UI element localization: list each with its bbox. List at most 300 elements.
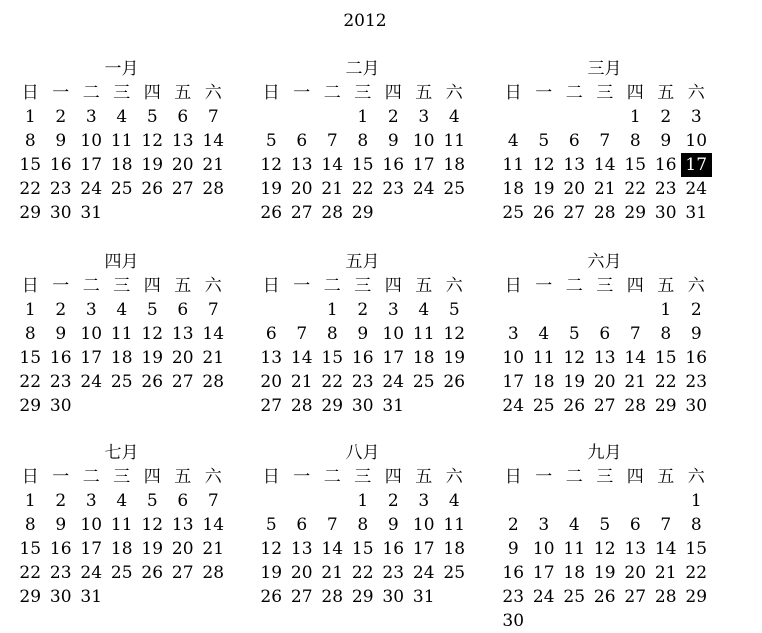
day-cell[interactable]: 11 — [443, 515, 466, 535]
day-cell[interactable]: 19 — [443, 348, 466, 368]
day-cell[interactable]: 18 — [443, 155, 466, 175]
day-cell[interactable]: 26 — [563, 396, 586, 416]
day-cell[interactable]: 1 — [24, 107, 36, 127]
day-cell[interactable]: 30 — [502, 611, 525, 631]
day-cell[interactable]: 24 — [80, 179, 103, 199]
day-cell[interactable]: 24 — [685, 179, 708, 199]
day-cell[interactable]: 29 — [351, 203, 374, 223]
day-cell[interactable]: 8 — [24, 131, 36, 151]
day-cell[interactable]: 3 — [85, 491, 97, 511]
day-cell[interactable]: 1 — [357, 107, 369, 127]
day-cell[interactable]: 3 — [690, 107, 702, 127]
day-cell[interactable]: 12 — [260, 155, 283, 175]
day-cell[interactable]: 1 — [326, 300, 338, 320]
day-cell[interactable]: 5 — [146, 300, 158, 320]
day-cell[interactable]: 24 — [80, 372, 103, 392]
day-cell[interactable]: 24 — [412, 563, 435, 583]
day-cell[interactable]: 28 — [321, 203, 344, 223]
day-cell[interactable]: 25 — [412, 372, 435, 392]
day-cell[interactable]: 12 — [260, 539, 283, 559]
day-cell[interactable]: 3 — [85, 300, 97, 320]
day-cell[interactable]: 15 — [321, 348, 344, 368]
day-cell[interactable]: 1 — [629, 107, 641, 127]
day-cell[interactable]: 22 — [19, 563, 42, 583]
day-cell[interactable]: 2 — [55, 491, 67, 511]
day-cell[interactable]: 6 — [296, 515, 308, 535]
day-cell[interactable]: 12 — [593, 539, 616, 559]
day-cell[interactable]: 17 — [412, 155, 435, 175]
day-cell[interactable]: 30 — [49, 587, 72, 607]
day-cell[interactable]: 16 — [351, 348, 374, 368]
day-cell[interactable]: 13 — [260, 348, 283, 368]
day-cell[interactable]: 2 — [690, 300, 702, 320]
day-cell[interactable]: 2 — [55, 107, 67, 127]
day-cell[interactable]: 19 — [141, 539, 164, 559]
day-cell[interactable]: 5 — [146, 107, 158, 127]
weekday-header: 一 — [293, 83, 311, 103]
day-cell[interactable]: 19 — [532, 179, 555, 199]
day-cell[interactable]: 23 — [351, 372, 374, 392]
day-cell[interactable]: 16 — [49, 539, 72, 559]
day-cell[interactable]: 12 — [141, 324, 164, 344]
weekday-header: 六 — [445, 467, 463, 487]
day-cell[interactable]: 23 — [502, 587, 525, 607]
day-cell[interactable]: 10 — [412, 131, 435, 151]
weekday-header: 一 — [293, 467, 311, 487]
day-cell[interactable]: 12 — [141, 131, 164, 151]
day-cell[interactable]: 7 — [326, 515, 338, 535]
day-cell[interactable]: 30 — [49, 396, 72, 416]
day-cell[interactable]: 11 — [412, 324, 435, 344]
day-cell[interactable]: 24 — [382, 372, 405, 392]
day-cell[interactable]: 2 — [55, 300, 67, 320]
day-cell[interactable]: 15 — [624, 155, 647, 175]
day-cell[interactable]: 21 — [654, 563, 677, 583]
day-cell[interactable]: 21 — [202, 348, 225, 368]
day-cell[interactable]: 12 — [141, 515, 164, 535]
day-cell[interactable]: 10 — [382, 324, 405, 344]
day-cell[interactable]: 4 — [116, 491, 128, 511]
day-cell[interactable]: 13 — [171, 515, 194, 535]
day-cell[interactable]: 10 — [685, 131, 708, 151]
day-cell[interactable]: 21 — [202, 539, 225, 559]
day-cell[interactable]: 28 — [290, 396, 313, 416]
day-cell[interactable]: 22 — [19, 372, 42, 392]
day-cell[interactable]: 20 — [563, 179, 586, 199]
day-cell[interactable]: 15 — [19, 539, 42, 559]
day-cell[interactable]: 11 — [443, 131, 466, 151]
day-cell[interactable]: 17 — [382, 348, 405, 368]
day-cell[interactable]: 11 — [110, 131, 133, 151]
day-cell[interactable]: 6 — [177, 300, 189, 320]
day-cell[interactable]: 19 — [260, 179, 283, 199]
day-cell[interactable]: 24 — [412, 179, 435, 199]
day-cell[interactable]: 11 — [110, 515, 133, 535]
day-cell[interactable]: 21 — [321, 563, 344, 583]
day-cell[interactable]: 20 — [171, 539, 194, 559]
day-cell[interactable]: 25 — [110, 563, 133, 583]
day-cell[interactable]: 9 — [660, 131, 672, 151]
day-cell[interactable]: 10 — [412, 515, 435, 535]
day-cell[interactable]: 8 — [660, 324, 672, 344]
day-cell[interactable]: 12 — [443, 324, 466, 344]
day-cell[interactable]: 19 — [141, 155, 164, 175]
day-cell[interactable]: 1 — [24, 491, 36, 511]
day-cell[interactable]: 11 — [563, 539, 586, 559]
day-cell[interactable]: 26 — [141, 179, 164, 199]
day-cell[interactable]: 7 — [207, 107, 219, 127]
day-cell[interactable]: 14 — [202, 131, 225, 151]
day-cell[interactable]: 26 — [141, 563, 164, 583]
day-cell[interactable]: 31 — [80, 587, 103, 607]
day-cell[interactable]: 16 — [685, 348, 708, 368]
day-cell[interactable]: 27 — [624, 587, 647, 607]
day-cell[interactable]: 29 — [19, 203, 42, 223]
day-cell[interactable]: 22 — [685, 563, 708, 583]
day-cell[interactable]: 4 — [448, 491, 460, 511]
day-cell[interactable]: 27 — [171, 563, 194, 583]
day-cell[interactable]: 15 — [351, 539, 374, 559]
day-cell[interactable]: 5 — [538, 131, 550, 151]
day-cell[interactable]: 26 — [260, 587, 283, 607]
weekday-header: 四 — [384, 83, 402, 103]
weekday-header: 五 — [415, 467, 433, 487]
day-cell[interactable]: 13 — [171, 131, 194, 151]
day-cell[interactable]: 17 — [412, 539, 435, 559]
day-cell[interactable]: 14 — [290, 348, 313, 368]
day-cell[interactable]: 28 — [202, 372, 225, 392]
day-cell[interactable]: 19 — [593, 563, 616, 583]
day-cell[interactable]: 21 — [593, 179, 616, 199]
day-cell[interactable]: 27 — [290, 587, 313, 607]
day-cell[interactable]: 7 — [296, 324, 308, 344]
day-cell[interactable]: 31 — [685, 203, 708, 223]
day-cell[interactable]: 21 — [624, 372, 647, 392]
day-cell[interactable]: 10 — [80, 131, 103, 151]
day-cell[interactable]: 14 — [321, 155, 344, 175]
weekday-header: 三 — [596, 83, 614, 103]
month-title: 七月 — [104, 443, 139, 463]
day-cell[interactable]: 6 — [177, 491, 189, 511]
day-cell[interactable]: 7 — [599, 131, 611, 151]
day-cell[interactable]: 25 — [443, 563, 466, 583]
day-cell[interactable]: 13 — [624, 539, 647, 559]
day-cell[interactable]: 4 — [116, 300, 128, 320]
day-cell[interactable]: 22 — [321, 372, 344, 392]
day-cell[interactable]: 28 — [202, 563, 225, 583]
day-cell[interactable]: 23 — [49, 372, 72, 392]
day-cell[interactable]: 29 — [19, 587, 42, 607]
day-cell[interactable]: 2 — [507, 515, 519, 535]
day-cell[interactable]: 6 — [177, 107, 189, 127]
day-cell[interactable]: 29 — [19, 396, 42, 416]
day-cell[interactable]: 10 — [532, 539, 555, 559]
day-cell[interactable]: 17 — [80, 348, 103, 368]
day-cell[interactable]: 21 — [202, 155, 225, 175]
day-cell[interactable]: 25 — [110, 179, 133, 199]
day-cell[interactable]: 28 — [624, 396, 647, 416]
day-cell[interactable]: 29 — [654, 396, 677, 416]
day-cell[interactable]: 5 — [568, 324, 580, 344]
day-cell[interactable]: 4 — [448, 107, 460, 127]
day-cell[interactable]: 2 — [357, 300, 369, 320]
day-cell[interactable]: 25 — [563, 587, 586, 607]
day-cell[interactable]: 25 — [110, 372, 133, 392]
day-cell[interactable]: 10 — [80, 515, 103, 535]
day-cell[interactable]: 3 — [507, 324, 519, 344]
weekday-header: 日 — [21, 276, 39, 296]
day-cell[interactable]: 26 — [260, 203, 283, 223]
day-cell[interactable]: 5 — [146, 491, 158, 511]
day-cell[interactable]: 11 — [110, 324, 133, 344]
day-cell[interactable]: 13 — [290, 155, 313, 175]
day-cell[interactable]: 27 — [563, 203, 586, 223]
day-cell[interactable]: 27 — [171, 372, 194, 392]
day-cell[interactable]: 7 — [207, 300, 219, 320]
day-cell[interactable]: 9 — [690, 324, 702, 344]
day-cell[interactable]: 21 — [290, 372, 313, 392]
day-cell[interactable]: 6 — [599, 324, 611, 344]
day-cell[interactable]: 24 — [502, 396, 525, 416]
day-cell[interactable]: 8 — [357, 131, 369, 151]
day-cell[interactable]: 12 — [532, 155, 555, 175]
day-cell[interactable]: 21 — [321, 179, 344, 199]
day-cell[interactable]: 28 — [202, 179, 225, 199]
day-cell[interactable]: 18 — [110, 539, 133, 559]
day-cell[interactable]: 27 — [171, 179, 194, 199]
day-cell[interactable]: 7 — [660, 515, 672, 535]
day-cell[interactable]: 31 — [382, 396, 405, 416]
day-cell[interactable]: 23 — [654, 179, 677, 199]
day-cell[interactable]: 25 — [532, 396, 555, 416]
day-cell[interactable]: 24 — [80, 563, 103, 583]
day-cell[interactable]: 6 — [296, 131, 308, 151]
day-cell[interactable]: 13 — [593, 348, 616, 368]
day-cell[interactable]: 1 — [357, 491, 369, 511]
month-9 — [498, 441, 711, 633]
day-cell[interactable]: 18 — [110, 155, 133, 175]
day-cell[interactable]: 20 — [290, 563, 313, 583]
day-cell[interactable]: 7 — [326, 131, 338, 151]
weekday-header: 二 — [323, 83, 341, 103]
day-cell[interactable]: 8 — [690, 515, 702, 535]
day-cell[interactable]: 20 — [290, 179, 313, 199]
day-cell[interactable]: 22 — [654, 372, 677, 392]
day-cell[interactable]: 27 — [290, 203, 313, 223]
day-cell[interactable]: 25 — [502, 203, 525, 223]
day-cell[interactable]: 18 — [412, 348, 435, 368]
day-cell[interactable]: 22 — [351, 563, 374, 583]
day-cell[interactable]: 8 — [357, 515, 369, 535]
day-cell[interactable]: 9 — [387, 131, 399, 151]
day-cell[interactable]: 10 — [502, 348, 525, 368]
weekday-header: 日 — [262, 83, 280, 103]
day-cell[interactable]: 19 — [260, 563, 283, 583]
weekday-header: 六 — [445, 83, 463, 103]
day-cell[interactable]: 1 — [24, 300, 36, 320]
day-cell[interactable]: 1 — [660, 300, 672, 320]
day-cell[interactable]: 20 — [171, 155, 194, 175]
day-cell[interactable]: 28 — [321, 587, 344, 607]
day-cell[interactable]: 6 — [265, 324, 277, 344]
day-cell[interactable]: 23 — [49, 179, 72, 199]
day-cell[interactable]: 15 — [685, 539, 708, 559]
weekday-header: 三 — [354, 83, 372, 103]
day-cell[interactable]: 6 — [568, 131, 580, 151]
day-cell[interactable]: 17 — [502, 372, 525, 392]
weekday-header: 日 — [504, 276, 522, 296]
day-cell[interactable]: 4 — [568, 515, 580, 535]
today-day-cell[interactable]: 17 — [681, 153, 712, 177]
weekday-header: 三 — [113, 276, 131, 296]
day-cell[interactable]: 19 — [141, 348, 164, 368]
day-cell[interactable]: 30 — [49, 203, 72, 223]
day-cell[interactable]: 16 — [382, 155, 405, 175]
day-cell[interactable]: 13 — [171, 324, 194, 344]
day-cell[interactable]: 13 — [290, 539, 313, 559]
day-cell[interactable]: 18 — [502, 179, 525, 199]
day-cell[interactable]: 8 — [326, 324, 338, 344]
day-cell[interactable]: 26 — [443, 372, 466, 392]
day-cell[interactable]: 16 — [382, 539, 405, 559]
weekday-header: 五 — [415, 276, 433, 296]
day-cell[interactable]: 14 — [593, 155, 616, 175]
day-cell[interactable]: 2 — [387, 491, 399, 511]
day-cell[interactable]: 14 — [321, 539, 344, 559]
day-cell[interactable]: 8 — [24, 324, 36, 344]
day-cell[interactable]: 15 — [351, 155, 374, 175]
day-cell[interactable]: 31 — [412, 587, 435, 607]
day-cell[interactable]: 14 — [624, 348, 647, 368]
day-cell[interactable]: 13 — [563, 155, 586, 175]
day-cell[interactable]: 4 — [418, 300, 430, 320]
day-cell[interactable]: 14 — [202, 515, 225, 535]
day-cell[interactable]: 20 — [624, 563, 647, 583]
day-cell[interactable]: 12 — [563, 348, 586, 368]
day-cell[interactable]: 26 — [532, 203, 555, 223]
day-cell[interactable]: 4 — [116, 107, 128, 127]
day-cell[interactable]: 18 — [563, 563, 586, 583]
day-cell[interactable]: 3 — [538, 515, 550, 535]
day-cell[interactable]: 5 — [448, 300, 460, 320]
day-cell[interactable]: 7 — [207, 491, 219, 511]
day-cell[interactable]: 28 — [593, 203, 616, 223]
day-cell[interactable]: 4 — [538, 324, 550, 344]
day-cell[interactable]: 18 — [110, 348, 133, 368]
day-cell[interactable]: 8 — [24, 515, 36, 535]
weekday-header: 二 — [565, 467, 583, 487]
day-cell[interactable]: 9 — [55, 324, 67, 344]
day-cell[interactable]: 9 — [357, 324, 369, 344]
weekday-header: 一 — [293, 276, 311, 296]
day-cell[interactable]: 26 — [141, 372, 164, 392]
day-cell[interactable]: 14 — [654, 539, 677, 559]
day-cell[interactable]: 4 — [507, 131, 519, 151]
day-cell[interactable]: 2 — [387, 107, 399, 127]
day-cell[interactable]: 8 — [629, 131, 641, 151]
day-cell[interactable]: 30 — [351, 396, 374, 416]
day-cell[interactable]: 1 — [690, 491, 702, 511]
weekday-header: 二 — [82, 83, 100, 103]
day-cell[interactable]: 2 — [660, 107, 672, 127]
weekday-header: 六 — [687, 83, 705, 103]
day-cell[interactable]: 16 — [502, 563, 525, 583]
day-cell[interactable]: 29 — [685, 587, 708, 607]
day-cell[interactable]: 17 — [80, 155, 103, 175]
day-cell[interactable]: 23 — [382, 179, 405, 199]
day-cell[interactable]: 17 — [80, 539, 103, 559]
day-cell[interactable]: 10 — [80, 324, 103, 344]
day-cell[interactable]: 5 — [599, 515, 611, 535]
day-cell[interactable]: 11 — [532, 348, 555, 368]
day-cell[interactable]: 28 — [654, 587, 677, 607]
day-cell[interactable]: 15 — [654, 348, 677, 368]
day-cell[interactable]: 11 — [502, 155, 525, 175]
day-cell[interactable]: 18 — [532, 372, 555, 392]
day-cell[interactable]: 25 — [443, 179, 466, 199]
day-cell[interactable]: 22 — [19, 179, 42, 199]
day-cell[interactable]: 3 — [418, 491, 430, 511]
weekday-header: 四 — [626, 83, 644, 103]
day-cell[interactable]: 16 — [654, 155, 677, 175]
day-cell[interactable]: 9 — [55, 515, 67, 535]
day-cell[interactable]: 7 — [629, 324, 641, 344]
day-cell[interactable]: 15 — [19, 348, 42, 368]
day-cell[interactable]: 9 — [387, 515, 399, 535]
day-cell[interactable]: 20 — [171, 348, 194, 368]
day-cell[interactable]: 16 — [49, 155, 72, 175]
day-cell[interactable]: 30 — [685, 396, 708, 416]
day-cell[interactable]: 5 — [265, 515, 277, 535]
day-cell[interactable]: 30 — [654, 203, 677, 223]
day-cell[interactable]: 3 — [387, 300, 399, 320]
day-cell[interactable]: 18 — [443, 539, 466, 559]
day-cell[interactable]: 17 — [532, 563, 555, 583]
day-cell[interactable]: 23 — [382, 563, 405, 583]
day-cell[interactable]: 22 — [351, 179, 374, 199]
day-cell[interactable]: 24 — [532, 587, 555, 607]
day-cell[interactable]: 23 — [685, 372, 708, 392]
day-cell[interactable]: 30 — [382, 587, 405, 607]
day-cell[interactable]: 26 — [593, 587, 616, 607]
day-cell[interactable]: 6 — [629, 515, 641, 535]
month-title: 五月 — [345, 252, 380, 272]
weekday-header: 六 — [687, 276, 705, 296]
day-cell[interactable]: 9 — [507, 539, 519, 559]
day-cell[interactable]: 29 — [321, 396, 344, 416]
day-cell[interactable]: 15 — [19, 155, 42, 175]
day-cell[interactable]: 9 — [55, 131, 67, 151]
day-cell[interactable]: 20 — [260, 372, 283, 392]
weekday-header: 三 — [354, 467, 372, 487]
day-cell[interactable]: 19 — [563, 372, 586, 392]
day-cell[interactable]: 5 — [265, 131, 277, 151]
day-cell[interactable]: 3 — [85, 107, 97, 127]
day-cell[interactable]: 29 — [624, 203, 647, 223]
day-cell[interactable]: 27 — [593, 396, 616, 416]
day-cell[interactable]: 29 — [351, 587, 374, 607]
day-cell[interactable]: 27 — [260, 396, 283, 416]
day-cell[interactable]: 16 — [49, 348, 72, 368]
day-cell[interactable]: 14 — [202, 324, 225, 344]
weekday-header: 三 — [596, 467, 614, 487]
day-cell[interactable]: 3 — [418, 107, 430, 127]
day-cell[interactable]: 20 — [593, 372, 616, 392]
day-cell[interactable]: 22 — [624, 179, 647, 199]
day-cell[interactable]: 23 — [49, 563, 72, 583]
day-cell[interactable]: 31 — [80, 203, 103, 223]
weekday-header: 五 — [415, 83, 433, 103]
